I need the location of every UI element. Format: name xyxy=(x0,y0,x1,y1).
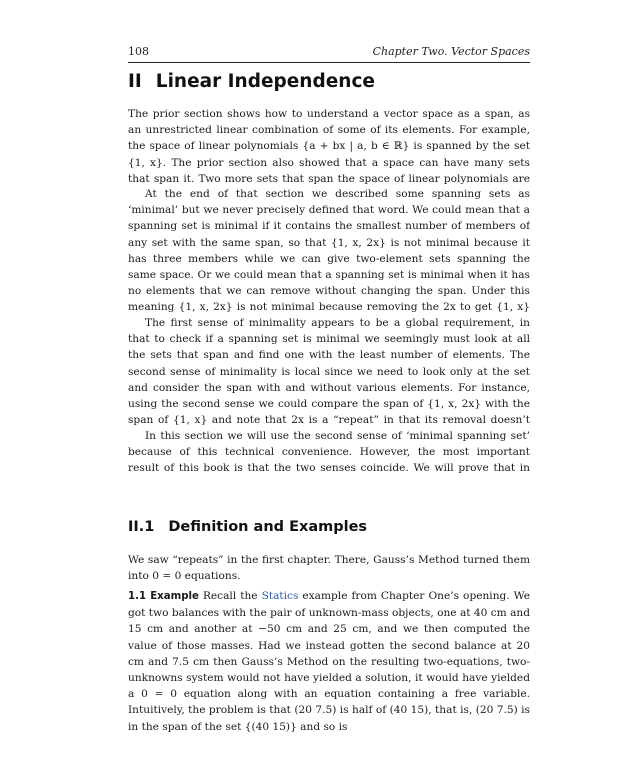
section-number: II xyxy=(128,71,142,92)
running-header xyxy=(128,40,530,63)
subsection-number: II.1 xyxy=(128,519,155,535)
statics-link[interactable]: Statics xyxy=(261,590,299,602)
example-paragraph xyxy=(128,588,530,736)
paragraph-convenience: In this section we will use the second sense of ‘minimal spanning set’ because of this technical convenience. However, the most important result of this book is that the two senses coincide. We will prove that in xyxy=(128,430,530,475)
paragraph-global-local: The first sense of minimality appears to be a global requirement, in that to check if a spanning set is minimal we seemingly must look at all the sets that span and find one with the least number of elements. The second sense of minimality is local since we need to look only at the set and consider the span with and without various elements. For instance, using the second sense we could compare the span of {1, x, 2x} with the span of {1, x} and note that 2x is a “repeat” in that its removal doesn’t xyxy=(128,317,530,427)
subsection-title: Definition and Examples xyxy=(168,519,368,535)
chapter-title: Chapter Two. Vector Spaces xyxy=(372,45,530,58)
page-number: 108 xyxy=(128,45,149,58)
example-label: 1.1 Example xyxy=(128,591,199,602)
subsection-heading xyxy=(128,519,367,535)
section-title: Linear Independence xyxy=(155,71,375,92)
paragraph-intro: The prior section shows how to understand a vector space as a span, as an unrestricted linear combination of some of its elements. For example, the space of linear polynomials {a + bx | a, b ∈ ℝ} is spanned by the set {1, x}. The prior section also showed that a space can have many sets that span it. Two more sets that span the space of linear polynomials are xyxy=(128,108,530,185)
example-text-rest: example from Chapter One’s opening. We got two balances with the pair of unknown-mass objects, one at 40 cm and 15 cm and another at −50 cm and 25 cm, and we then computed the value of those masses. Had we instead gotten the second balance at 20 cm and 7.5 cm then Gauss’s Method on the resulting two-equations, two-unknowns system would not have yielded a solution, it would have yielded a 0 = 0 equation along with an equation containing a free variable. Intuitively, the problem is that (20 7.5) is half of (40 15), that is, (20 7.5) is in the span of the set {(40 15)} and so is xyxy=(128,590,530,733)
section-heading xyxy=(128,71,375,92)
example-text-start: Recall the xyxy=(202,590,258,602)
paragraph-repeats: We saw “repeats” in the first chapter. There, Gauss’s Method turned them into 0 = 0 equations. xyxy=(128,554,530,583)
paragraph-minimal: At the end of that section we described some spanning sets as ‘minimal’ but we never precisely defined that word. We could mean that a spanning set is minimal if it contains the smallest number of members of any set with the same span, so that {1, x, 2x} is not minimal because it has three members while we can give two-element sets spanning the same space. Or we could mean that a spanning set is minimal when it has no elements that we can remove without changing the span. Under this meaning {1, x, 2x} is not minimal because removing the 2x to get {1, x} xyxy=(128,188,530,314)
